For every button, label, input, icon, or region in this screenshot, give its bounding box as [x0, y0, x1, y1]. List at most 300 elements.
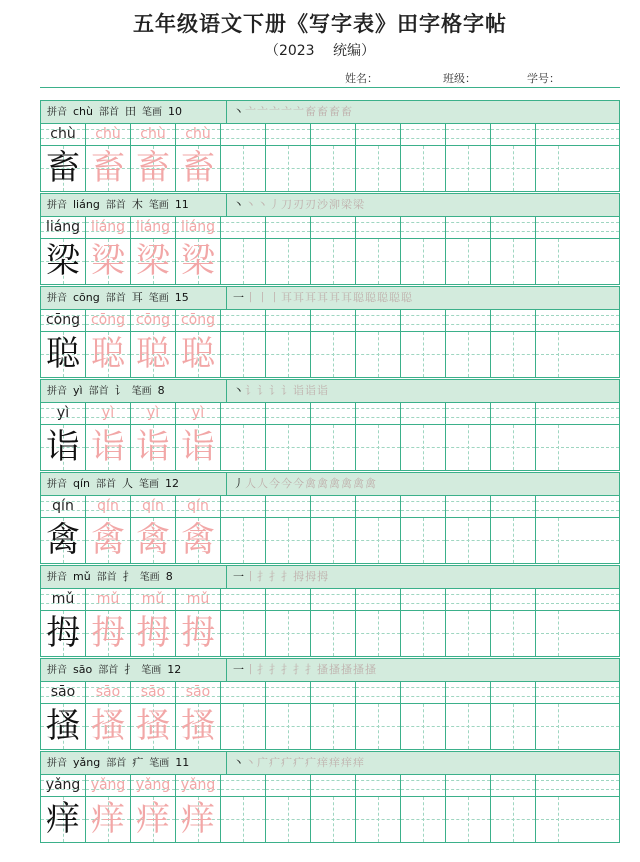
character-writing-cell[interactable] — [221, 611, 266, 656]
character-trace: 拇 — [136, 613, 170, 653]
stroke-order — [233, 101, 353, 123]
pinyin-writing-cell[interactable] — [536, 403, 619, 424]
pinyin-writing-cell[interactable] — [176, 682, 221, 703]
pinyin-writing-cell[interactable] — [41, 682, 86, 703]
character-writing-cell[interactable] — [446, 239, 491, 284]
practice-sheet — [40, 100, 620, 844]
header-divider — [40, 87, 620, 88]
character-model: 畜 — [46, 148, 80, 188]
pinyin-writing-cell[interactable] — [536, 496, 619, 517]
pinyin-writing-cell[interactable] — [356, 124, 401, 145]
character-writing-cell[interactable] — [356, 239, 401, 284]
strokes-value: 12 — [167, 663, 182, 676]
pinyin-writing-cell[interactable] — [446, 775, 491, 796]
pinyin-writing-cell[interactable] — [86, 124, 131, 145]
character-writing-cell[interactable] — [446, 146, 491, 191]
pinyin-writing-cell[interactable] — [41, 310, 86, 331]
pinyin-trace: yì — [101, 405, 115, 421]
character-writing-cell[interactable] — [311, 146, 356, 191]
pinyin-writing-cell[interactable] — [536, 589, 619, 610]
radical-label: 部首 — [105, 293, 126, 304]
pinyin-writing-cell[interactable] — [86, 496, 131, 517]
pinyin-value: sāo — [73, 663, 93, 676]
pinyin-writing-cell[interactable] — [401, 217, 446, 238]
pinyin-writing-cell[interactable] — [491, 124, 536, 145]
character-writing-cell[interactable] — [131, 332, 176, 377]
stroke-order — [233, 380, 329, 402]
pinyin-writing-cell[interactable] — [536, 775, 619, 796]
character-model: 聪 — [46, 334, 80, 374]
pinyin-writing-cell[interactable] — [221, 403, 266, 424]
pinyin-trace: yǎng — [180, 777, 216, 793]
pinyin-writing-cell[interactable] — [266, 310, 311, 331]
pinyin-writing-cell[interactable] — [446, 403, 491, 424]
class-label: 班级： — [443, 72, 476, 85]
character-writing-cell[interactable] — [536, 611, 619, 656]
character-writing-cell[interactable] — [356, 611, 401, 656]
pinyin-writing-cell[interactable] — [356, 496, 401, 517]
character-trace: 痒 — [181, 799, 215, 839]
strokes-value: 12 — [165, 477, 180, 490]
character-writing-cell[interactable] — [86, 239, 131, 284]
pinyin-writing-cell[interactable] — [221, 496, 266, 517]
pinyin-writing-cell[interactable] — [536, 682, 619, 703]
character-writing-cell[interactable] — [176, 146, 221, 191]
pinyin-trace: cōng — [135, 312, 171, 328]
character-trace: 诣 — [181, 427, 215, 467]
pinyin-model: sāo — [50, 684, 76, 700]
character-writing-cell[interactable] — [131, 704, 176, 749]
pinyin-writing-cell[interactable] — [536, 310, 619, 331]
character-writing-cell[interactable] — [401, 518, 446, 563]
character-trace: 聪 — [91, 334, 125, 374]
pinyin-writing-cell[interactable] — [356, 682, 401, 703]
pinyin-label: 拼音 — [47, 293, 67, 304]
pinyin-writing-cell[interactable] — [401, 775, 446, 796]
character-entry — [40, 658, 620, 751]
character-writing-cell[interactable] — [311, 704, 356, 749]
character-writing-cell[interactable] — [131, 425, 176, 470]
character-writing-cell[interactable] — [86, 704, 131, 749]
pinyin-writing-cell[interactable] — [86, 403, 131, 424]
character-writing-cell[interactable] — [41, 146, 86, 191]
character-writing-cell[interactable] — [266, 797, 311, 842]
radical-label: 部首 — [96, 479, 117, 490]
character-trace: 诣 — [136, 427, 170, 467]
pinyin-writing-cell[interactable] — [176, 310, 221, 331]
pinyin-writing-cell[interactable] — [401, 589, 446, 610]
character-writing-cell[interactable] — [266, 332, 311, 377]
character-writing-cell[interactable] — [491, 797, 536, 842]
pinyin-label: 拼音 — [47, 200, 67, 211]
character-writing-cell[interactable] — [536, 518, 619, 563]
character-trace: 拇 — [91, 613, 125, 653]
character-writing-cell[interactable] — [491, 611, 536, 656]
pinyin-writing-cell[interactable] — [176, 217, 221, 238]
character-writing-cell[interactable] — [176, 239, 221, 284]
character-writing-cell[interactable] — [41, 239, 86, 284]
strokes-label: 笔画 — [142, 107, 162, 118]
pinyin-writing-cell[interactable] — [221, 217, 266, 238]
name-label: 姓名： — [345, 72, 378, 85]
pinyin-writing-cell[interactable] — [491, 589, 536, 610]
pinyin-writing-cell[interactable] — [221, 310, 266, 331]
character-writing-cell[interactable] — [311, 518, 356, 563]
entry-header — [40, 193, 620, 217]
pinyin-trace: liáng — [90, 219, 126, 235]
character-writing-cell[interactable] — [41, 332, 86, 377]
character-writing-cell[interactable] — [356, 146, 401, 191]
pinyin-trace: qín — [142, 498, 164, 514]
character-trace: 搔 — [91, 706, 125, 746]
pinyin-writing-cell[interactable] — [221, 775, 266, 796]
character-writing-cell[interactable] — [536, 332, 619, 377]
character-writing-cell[interactable] — [176, 518, 221, 563]
pinyin-writing-cell[interactable] — [86, 682, 131, 703]
character-trace: 梁 — [91, 241, 125, 281]
character-writing-cell[interactable] — [221, 332, 266, 377]
character-writing-cell[interactable] — [86, 797, 131, 842]
pinyin-writing-cell[interactable] — [356, 217, 401, 238]
character-writing-cell[interactable] — [266, 704, 311, 749]
radical-value: 耳 — [131, 291, 143, 304]
radical-label: 部首 — [88, 386, 109, 397]
entry-info — [41, 473, 227, 495]
character-writing-cell[interactable] — [131, 518, 176, 563]
character-trace: 聪 — [181, 334, 215, 374]
character-writing-cell[interactable] — [356, 332, 401, 377]
pinyin-writing-cell[interactable] — [266, 589, 311, 610]
entry-info — [41, 287, 227, 309]
character-writing-cell[interactable] — [86, 332, 131, 377]
pinyin-writing-cell[interactable] — [176, 775, 221, 796]
pinyin-writing-cell[interactable] — [266, 217, 311, 238]
pinyin-trace: liáng — [135, 219, 171, 235]
pinyin-writing-cell[interactable] — [356, 775, 401, 796]
strokes-value: 10 — [168, 105, 182, 118]
character-writing-cell[interactable] — [86, 611, 131, 656]
pinyin-label: 拼音 — [47, 107, 67, 118]
character-entry — [40, 751, 620, 844]
character-trace: 畜 — [181, 148, 215, 188]
pinyin-value: liáng — [73, 198, 100, 211]
pinyin-writing-cell[interactable] — [176, 589, 221, 610]
pinyin-writing-cell[interactable] — [446, 682, 491, 703]
pinyin-writing-cell[interactable] — [176, 403, 221, 424]
pinyin-writing-cell[interactable] — [41, 496, 86, 517]
character-writing-cell[interactable] — [311, 239, 356, 284]
pinyin-writing-cell[interactable] — [131, 589, 176, 610]
character-writing-cell[interactable] — [446, 425, 491, 470]
character-writing-cell[interactable] — [41, 611, 86, 656]
pinyin-writing-cell[interactable] — [356, 310, 401, 331]
character-writing-cell[interactable] — [266, 611, 311, 656]
pinyin-writing-cell[interactable] — [266, 403, 311, 424]
character-model: 诣 — [46, 427, 80, 467]
character-writing-cell[interactable] — [446, 797, 491, 842]
page-subtitle: （2023 统编） — [264, 43, 376, 59]
character-writing-cell[interactable] — [131, 611, 176, 656]
pinyin-writing-cell[interactable] — [491, 310, 536, 331]
character-row — [40, 704, 620, 750]
character-writing-cell[interactable] — [491, 239, 536, 284]
pinyin-model: cōng — [45, 312, 81, 328]
pinyin-trace: yǎng — [90, 777, 126, 793]
pinyin-writing-cell[interactable] — [356, 403, 401, 424]
pinyin-writing-cell[interactable] — [131, 496, 176, 517]
character-writing-cell[interactable] — [536, 797, 619, 842]
pinyin-trace: sāo — [95, 684, 121, 700]
character-writing-cell[interactable] — [311, 332, 356, 377]
pinyin-writing-cell[interactable] — [131, 682, 176, 703]
character-writing-cell[interactable] — [446, 704, 491, 749]
character-model: 痒 — [46, 799, 80, 839]
stroke-first: 丶 — [233, 384, 245, 397]
stroke-sequence: 人人今今今禽禽禽禽禽禽 — [245, 477, 377, 490]
pinyin-trace: chù — [185, 126, 211, 142]
pinyin-writing-cell[interactable] — [491, 217, 536, 238]
radical-label: 部首 — [105, 200, 126, 211]
pinyin-writing-cell[interactable] — [221, 682, 266, 703]
character-writing-cell[interactable] — [221, 797, 266, 842]
character-writing-cell[interactable] — [221, 704, 266, 749]
character-writing-cell[interactable] — [356, 704, 401, 749]
pinyin-writing-cell[interactable] — [221, 589, 266, 610]
character-writing-cell[interactable] — [41, 518, 86, 563]
pinyin-writing-cell[interactable] — [446, 496, 491, 517]
pinyin-writing-cell[interactable] — [311, 589, 356, 610]
pinyin-writing-cell[interactable] — [131, 217, 176, 238]
pinyin-trace: yì — [191, 405, 205, 421]
pinyin-trace: sāo — [140, 684, 166, 700]
pinyin-value: mǔ — [73, 570, 91, 583]
character-writing-cell[interactable] — [401, 704, 446, 749]
stroke-order — [233, 752, 365, 774]
pinyin-writing-cell[interactable] — [401, 496, 446, 517]
strokes-label: 笔画 — [148, 200, 169, 211]
pinyin-label: 拼音 — [47, 386, 67, 397]
pinyin-writing-cell[interactable] — [311, 217, 356, 238]
character-writing-cell[interactable] — [41, 704, 86, 749]
character-writing-cell[interactable] — [401, 239, 446, 284]
pinyin-writing-cell[interactable] — [491, 496, 536, 517]
strokes-label: 笔画 — [139, 572, 160, 583]
character-writing-cell[interactable] — [536, 425, 619, 470]
pinyin-writing-cell[interactable] — [131, 403, 176, 424]
pinyin-writing-cell[interactable] — [86, 217, 131, 238]
pinyin-writing-cell[interactable] — [446, 217, 491, 238]
pinyin-writing-cell[interactable] — [446, 589, 491, 610]
pinyin-row — [40, 124, 620, 146]
character-writing-cell[interactable] — [266, 146, 311, 191]
character-writing-cell[interactable] — [356, 425, 401, 470]
character-entry — [40, 472, 620, 565]
character-writing-cell[interactable] — [221, 239, 266, 284]
radical-value: 田 — [125, 105, 136, 118]
pinyin-model: liáng — [45, 219, 81, 235]
character-trace: 搔 — [136, 706, 170, 746]
character-writing-cell[interactable] — [176, 797, 221, 842]
character-row — [40, 518, 620, 564]
pinyin-trace: yì — [146, 405, 160, 421]
stroke-first: 一 — [233, 663, 245, 676]
character-writing-cell[interactable] — [311, 611, 356, 656]
pinyin-writing-cell[interactable] — [536, 217, 619, 238]
character-writing-cell[interactable] — [266, 425, 311, 470]
stroke-order — [233, 473, 377, 495]
pinyin-writing-cell[interactable] — [86, 310, 131, 331]
entry-info — [41, 659, 227, 681]
character-writing-cell[interactable] — [491, 518, 536, 563]
pinyin-writing-cell[interactable] — [311, 124, 356, 145]
character-row — [40, 146, 620, 192]
character-writing-cell[interactable] — [176, 611, 221, 656]
student-number-label: 学号： — [527, 72, 560, 85]
pinyin-model: mǔ — [51, 591, 75, 607]
character-writing-cell[interactable] — [41, 797, 86, 842]
stroke-first: 一 — [233, 570, 245, 583]
pinyin-writing-cell[interactable] — [401, 682, 446, 703]
entry-header — [40, 286, 620, 310]
pinyin-writing-cell[interactable] — [41, 217, 86, 238]
strokes-label: 笔画 — [139, 479, 160, 490]
character-entry — [40, 379, 620, 472]
character-writing-cell[interactable] — [356, 518, 401, 563]
pinyin-row — [40, 403, 620, 425]
character-writing-cell[interactable] — [266, 518, 311, 563]
pinyin-label: 拼音 — [47, 479, 67, 490]
character-row — [40, 425, 620, 471]
character-writing-cell[interactable] — [311, 425, 356, 470]
pinyin-writing-cell[interactable] — [41, 124, 86, 145]
character-writing-cell[interactable] — [491, 425, 536, 470]
stroke-sequence: 丶丶丿刀刃刃沙泖梁梁 — [245, 198, 365, 211]
pinyin-writing-cell[interactable] — [176, 496, 221, 517]
character-writing-cell[interactable] — [266, 239, 311, 284]
character-writing-cell[interactable] — [446, 611, 491, 656]
character-writing-cell[interactable] — [491, 704, 536, 749]
character-writing-cell[interactable] — [221, 146, 266, 191]
character-writing-cell[interactable] — [86, 146, 131, 191]
entry-header — [40, 751, 620, 775]
pinyin-writing-cell[interactable] — [446, 310, 491, 331]
pinyin-trace: chù — [95, 126, 121, 142]
character-row — [40, 797, 620, 843]
character-writing-cell[interactable] — [176, 332, 221, 377]
character-writing-cell[interactable] — [401, 425, 446, 470]
pinyin-writing-cell[interactable] — [266, 124, 311, 145]
pinyin-writing-cell[interactable] — [536, 124, 619, 145]
entry-info — [41, 566, 227, 588]
pinyin-writing-cell[interactable] — [311, 310, 356, 331]
strokes-value: 8 — [157, 384, 165, 397]
pinyin-writing-cell[interactable] — [131, 310, 176, 331]
character-writing-cell[interactable] — [311, 797, 356, 842]
pinyin-writing-cell[interactable] — [491, 403, 536, 424]
character-writing-cell[interactable] — [221, 425, 266, 470]
pinyin-writing-cell[interactable] — [176, 124, 221, 145]
pinyin-writing-cell[interactable] — [266, 682, 311, 703]
strokes-label: 笔画 — [148, 293, 169, 304]
character-writing-cell[interactable] — [131, 146, 176, 191]
character-writing-cell[interactable] — [491, 332, 536, 377]
pinyin-writing-cell[interactable] — [491, 682, 536, 703]
character-writing-cell[interactable] — [131, 797, 176, 842]
character-trace: 痒 — [91, 799, 125, 839]
character-writing-cell[interactable] — [176, 425, 221, 470]
pinyin-trace: cōng — [180, 312, 216, 328]
character-entry — [40, 100, 620, 193]
character-writing-cell[interactable] — [131, 239, 176, 284]
pinyin-writing-cell[interactable] — [86, 589, 131, 610]
pinyin-writing-cell[interactable] — [131, 775, 176, 796]
pinyin-writing-cell[interactable] — [401, 310, 446, 331]
character-writing-cell[interactable] — [176, 704, 221, 749]
pinyin-writing-cell[interactable] — [401, 403, 446, 424]
character-writing-cell[interactable] — [401, 332, 446, 377]
character-writing-cell[interactable] — [356, 797, 401, 842]
character-entry — [40, 193, 620, 286]
pinyin-writing-cell[interactable] — [221, 124, 266, 145]
radical-label: 部首 — [98, 665, 119, 676]
entry-header — [40, 100, 620, 124]
pinyin-row — [40, 775, 620, 797]
pinyin-writing-cell[interactable] — [86, 775, 131, 796]
pinyin-writing-cell[interactable] — [311, 496, 356, 517]
character-trace: 搔 — [181, 706, 215, 746]
character-writing-cell[interactable] — [536, 704, 619, 749]
character-writing-cell[interactable] — [446, 332, 491, 377]
pinyin-writing-cell[interactable] — [266, 496, 311, 517]
character-writing-cell[interactable] — [401, 611, 446, 656]
pinyin-writing-cell[interactable] — [41, 589, 86, 610]
character-writing-cell[interactable] — [86, 518, 131, 563]
radical-value: 讠 — [114, 384, 126, 397]
character-writing-cell[interactable] — [536, 146, 619, 191]
pinyin-writing-cell[interactable] — [356, 589, 401, 610]
pinyin-writing-cell[interactable] — [446, 124, 491, 145]
stroke-order — [233, 659, 377, 681]
character-writing-cell[interactable] — [401, 797, 446, 842]
pinyin-value: cōng — [73, 291, 100, 304]
character-model: 禽 — [46, 520, 80, 560]
stroke-first: 一 — [233, 291, 245, 304]
character-model: 拇 — [46, 613, 80, 653]
pinyin-trace: chù — [140, 126, 166, 142]
pinyin-label: 拼音 — [47, 665, 67, 676]
character-writing-cell[interactable] — [86, 425, 131, 470]
character-writing-cell[interactable] — [446, 518, 491, 563]
pinyin-writing-cell[interactable] — [311, 682, 356, 703]
pinyin-writing-cell[interactable] — [311, 403, 356, 424]
pinyin-writing-cell[interactable] — [401, 124, 446, 145]
pinyin-writing-cell[interactable] — [131, 124, 176, 145]
character-writing-cell[interactable] — [401, 146, 446, 191]
stroke-sequence: 讠讠讠讠诣诣诣 — [245, 384, 329, 397]
character-writing-cell[interactable] — [41, 425, 86, 470]
entry-info — [41, 194, 227, 216]
character-writing-cell[interactable] — [491, 146, 536, 191]
pinyin-writing-cell[interactable] — [266, 775, 311, 796]
pinyin-writing-cell[interactable] — [41, 775, 86, 796]
pinyin-writing-cell[interactable] — [41, 403, 86, 424]
entry-header — [40, 565, 620, 589]
character-writing-cell[interactable] — [536, 239, 619, 284]
pinyin-writing-cell[interactable] — [311, 775, 356, 796]
pinyin-writing-cell[interactable] — [491, 775, 536, 796]
character-writing-cell[interactable] — [221, 518, 266, 563]
pinyin-trace: sāo — [185, 684, 211, 700]
